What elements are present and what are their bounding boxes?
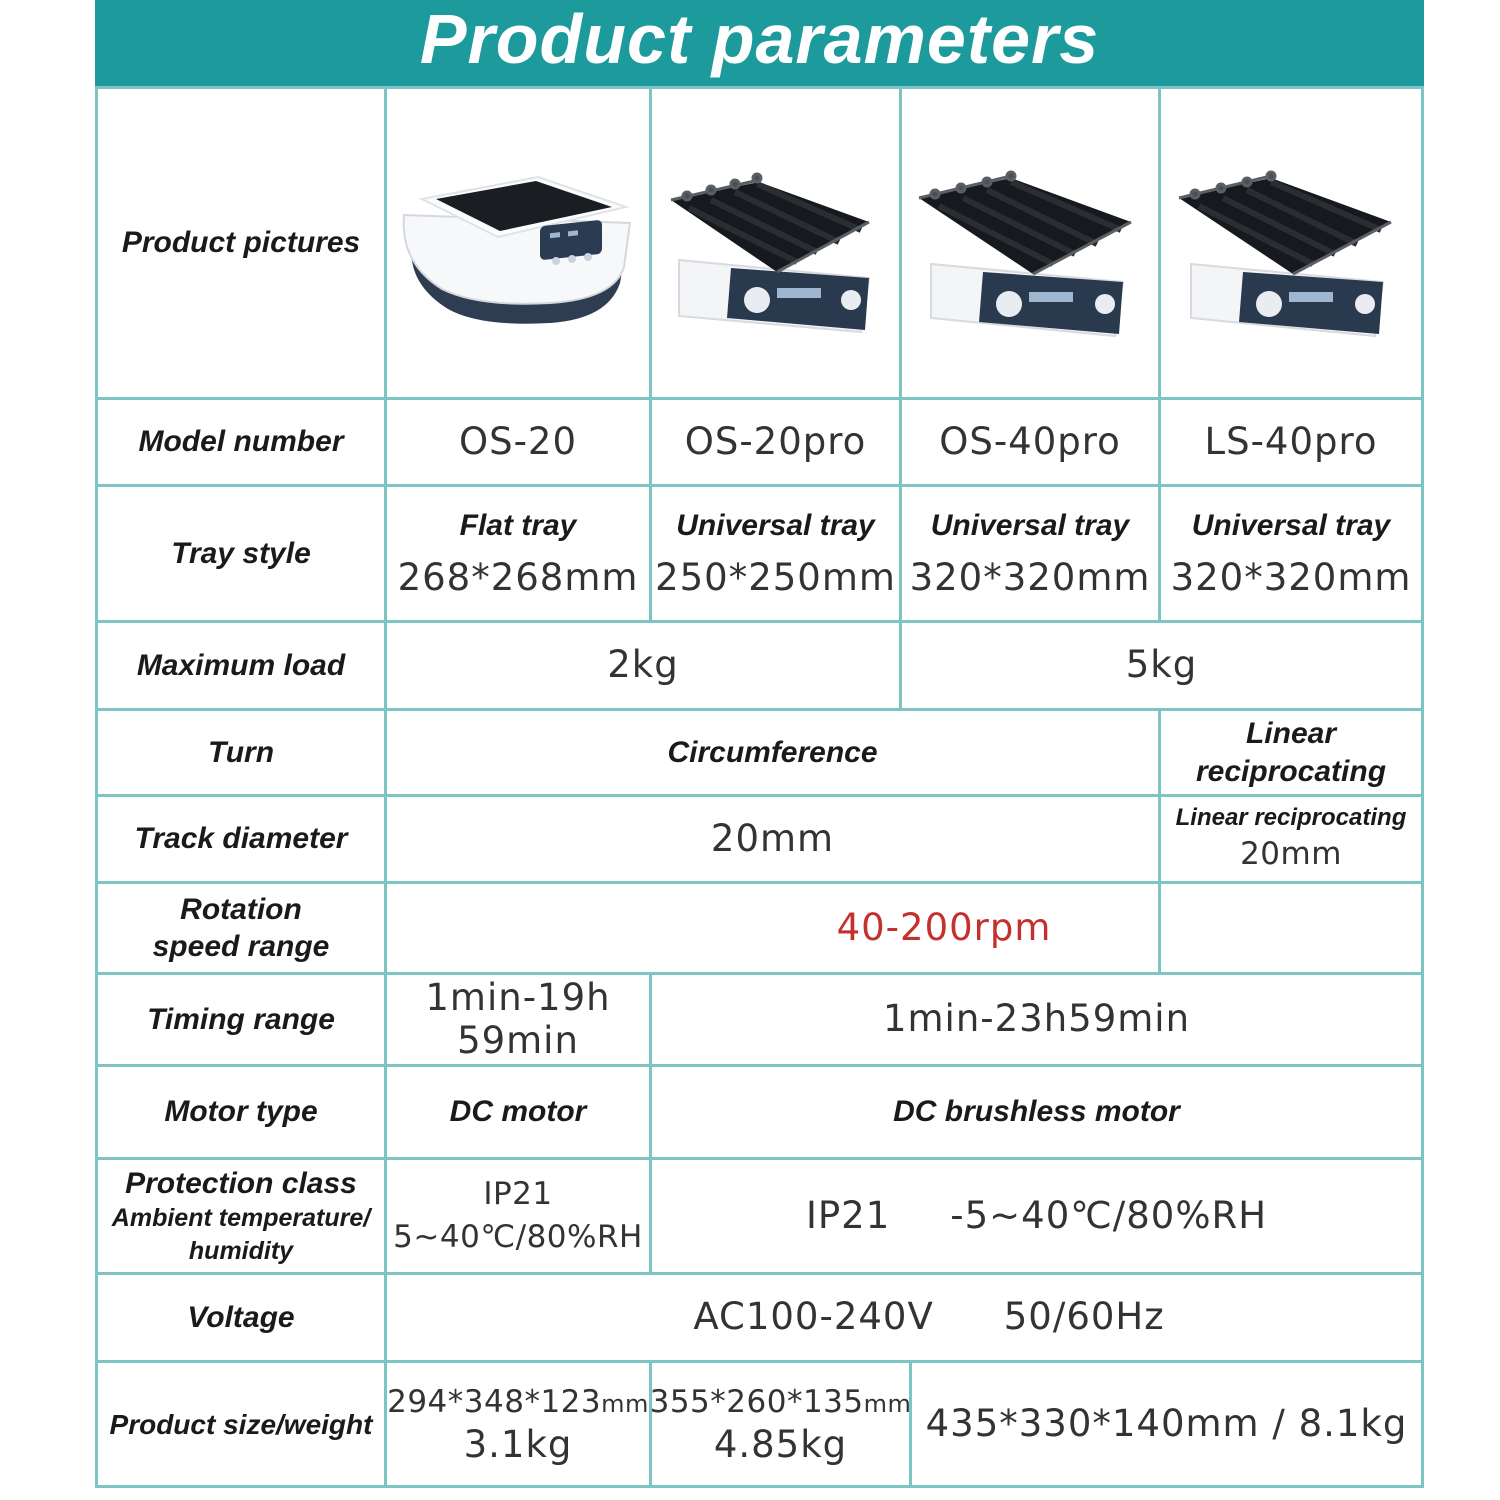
tray-ls40pro [1161,487,1421,620]
tray-type: Universal tray [930,509,1130,543]
title-banner [95,0,1424,86]
product-image-os40pro [915,152,1141,344]
label-product-size [98,1363,384,1485]
speed-value-cell [387,884,1421,972]
label-text: Voltage [187,1300,295,1334]
label-rotation-speed [98,884,384,972]
label-motor-type [98,1067,384,1157]
label-text: Product size/weight [109,1408,373,1440]
label-text: Track diameter [134,822,348,856]
label-model-number [98,400,384,484]
model-value: OS-20pro [684,419,867,463]
label-text: Tray style [171,536,311,570]
size-dims: 294*348*123 [387,1384,602,1421]
label-timing-range [98,975,384,1064]
speed-value: 40-200rpm [836,905,1052,949]
label-product-pictures [98,89,384,397]
motor-value: DC brushless motor [893,1095,1180,1129]
row-divider [95,1485,1424,1488]
protection-os20 [387,1160,649,1272]
protection-env-value: -5~40℃/80%RH [950,1193,1268,1237]
label-tray-style [98,487,384,620]
tray-size: 250*250mm [655,555,896,599]
size-value: 435*330*140mm / 8.1kg [925,1401,1408,1445]
label-text: Motor type [164,1095,318,1129]
size-weight: 3.1kg [463,1423,573,1467]
protection-value: 5~40℃/80%RH [393,1219,643,1255]
size-os20pro [649,1363,912,1485]
load-large [902,623,1421,708]
track-alt-label: Linear reciprocating [1175,803,1407,831]
label-text: Maximum load [136,648,346,682]
timing-os20 [387,975,649,1064]
model-value: LS-40pro [1204,419,1378,463]
label-voltage [98,1275,384,1360]
label-text: Timing range [147,1002,335,1036]
size-rest [912,1363,1421,1485]
tray-type: Universal tray [1191,509,1391,543]
turn-circumference [387,711,1158,794]
product-image-os20pro [665,150,879,340]
label-text: Turn [207,735,275,769]
model-ls40pro [1161,400,1421,484]
label-protection-class [98,1160,384,1272]
label-text: Protection class [125,1166,357,1200]
label-text: Model number [138,425,344,459]
timing-rest [652,975,1421,1064]
spec-table [95,86,1424,1488]
protection-rest [652,1160,1421,1272]
track-linear [1161,797,1421,881]
label-text: humidity [188,1236,294,1265]
load-value: 2kg [607,643,679,687]
label-text: Rotation [180,892,302,926]
tray-os20 [387,487,649,620]
size-unit: mm [601,1390,649,1419]
tray-os20pro [652,487,899,620]
track-value: 20mm [710,816,835,860]
motor-rest [652,1067,1421,1157]
product-image-os20 [400,171,632,331]
model-value: OS-40pro [939,419,1121,463]
tray-type: Universal tray [676,509,875,543]
turn-linear [1161,711,1421,794]
timing-value: 1min-23h59min [882,997,1191,1041]
product-image-ls40pro [1175,152,1401,344]
track-alt-value: 20mm [1240,835,1342,872]
table-border [1421,86,1424,1488]
label-maximum-load [98,623,384,708]
size-dims: 355*260*135 [649,1384,864,1421]
model-os20 [387,400,649,484]
size-unit: mm [863,1390,912,1419]
size-weight: 4.85kg [713,1423,848,1467]
voltage-value: AC100-240V [693,1295,934,1339]
timing-value: 1min-19h [425,975,611,1019]
tray-size: 268*268mm [397,555,639,599]
size-os20 [387,1363,649,1485]
model-value: OS-20 [458,419,578,463]
page-title: Product parameters [419,0,1100,78]
turn-value: Linear reciprocating [1195,717,1387,788]
label-text: Product pictures [121,226,361,260]
turn-value: Circumference [667,735,878,769]
frequency-value: 50/60Hz [1003,1295,1165,1339]
track-main [387,797,1158,881]
tray-os40pro [902,487,1158,620]
timing-value: 59min [457,1018,579,1062]
label-turn [98,711,384,794]
motor-os20 [387,1067,649,1157]
motor-value: DC motor [449,1095,587,1129]
tray-size: 320*320mm [909,555,1151,599]
label-text: Ambient temperature/ [111,1204,371,1233]
tray-type: Flat tray [459,509,577,543]
voltage-value-cell [387,1275,1421,1360]
protection-class-value: IP21 [805,1193,891,1237]
load-value: 5kg [1125,643,1198,687]
load-small [387,623,899,708]
model-os40pro [902,400,1158,484]
protection-value: IP21 [483,1175,553,1212]
model-os20pro [652,400,899,484]
tray-size: 320*320mm [1170,555,1412,599]
label-text: speed range [152,930,330,963]
label-track-diameter [98,797,384,881]
